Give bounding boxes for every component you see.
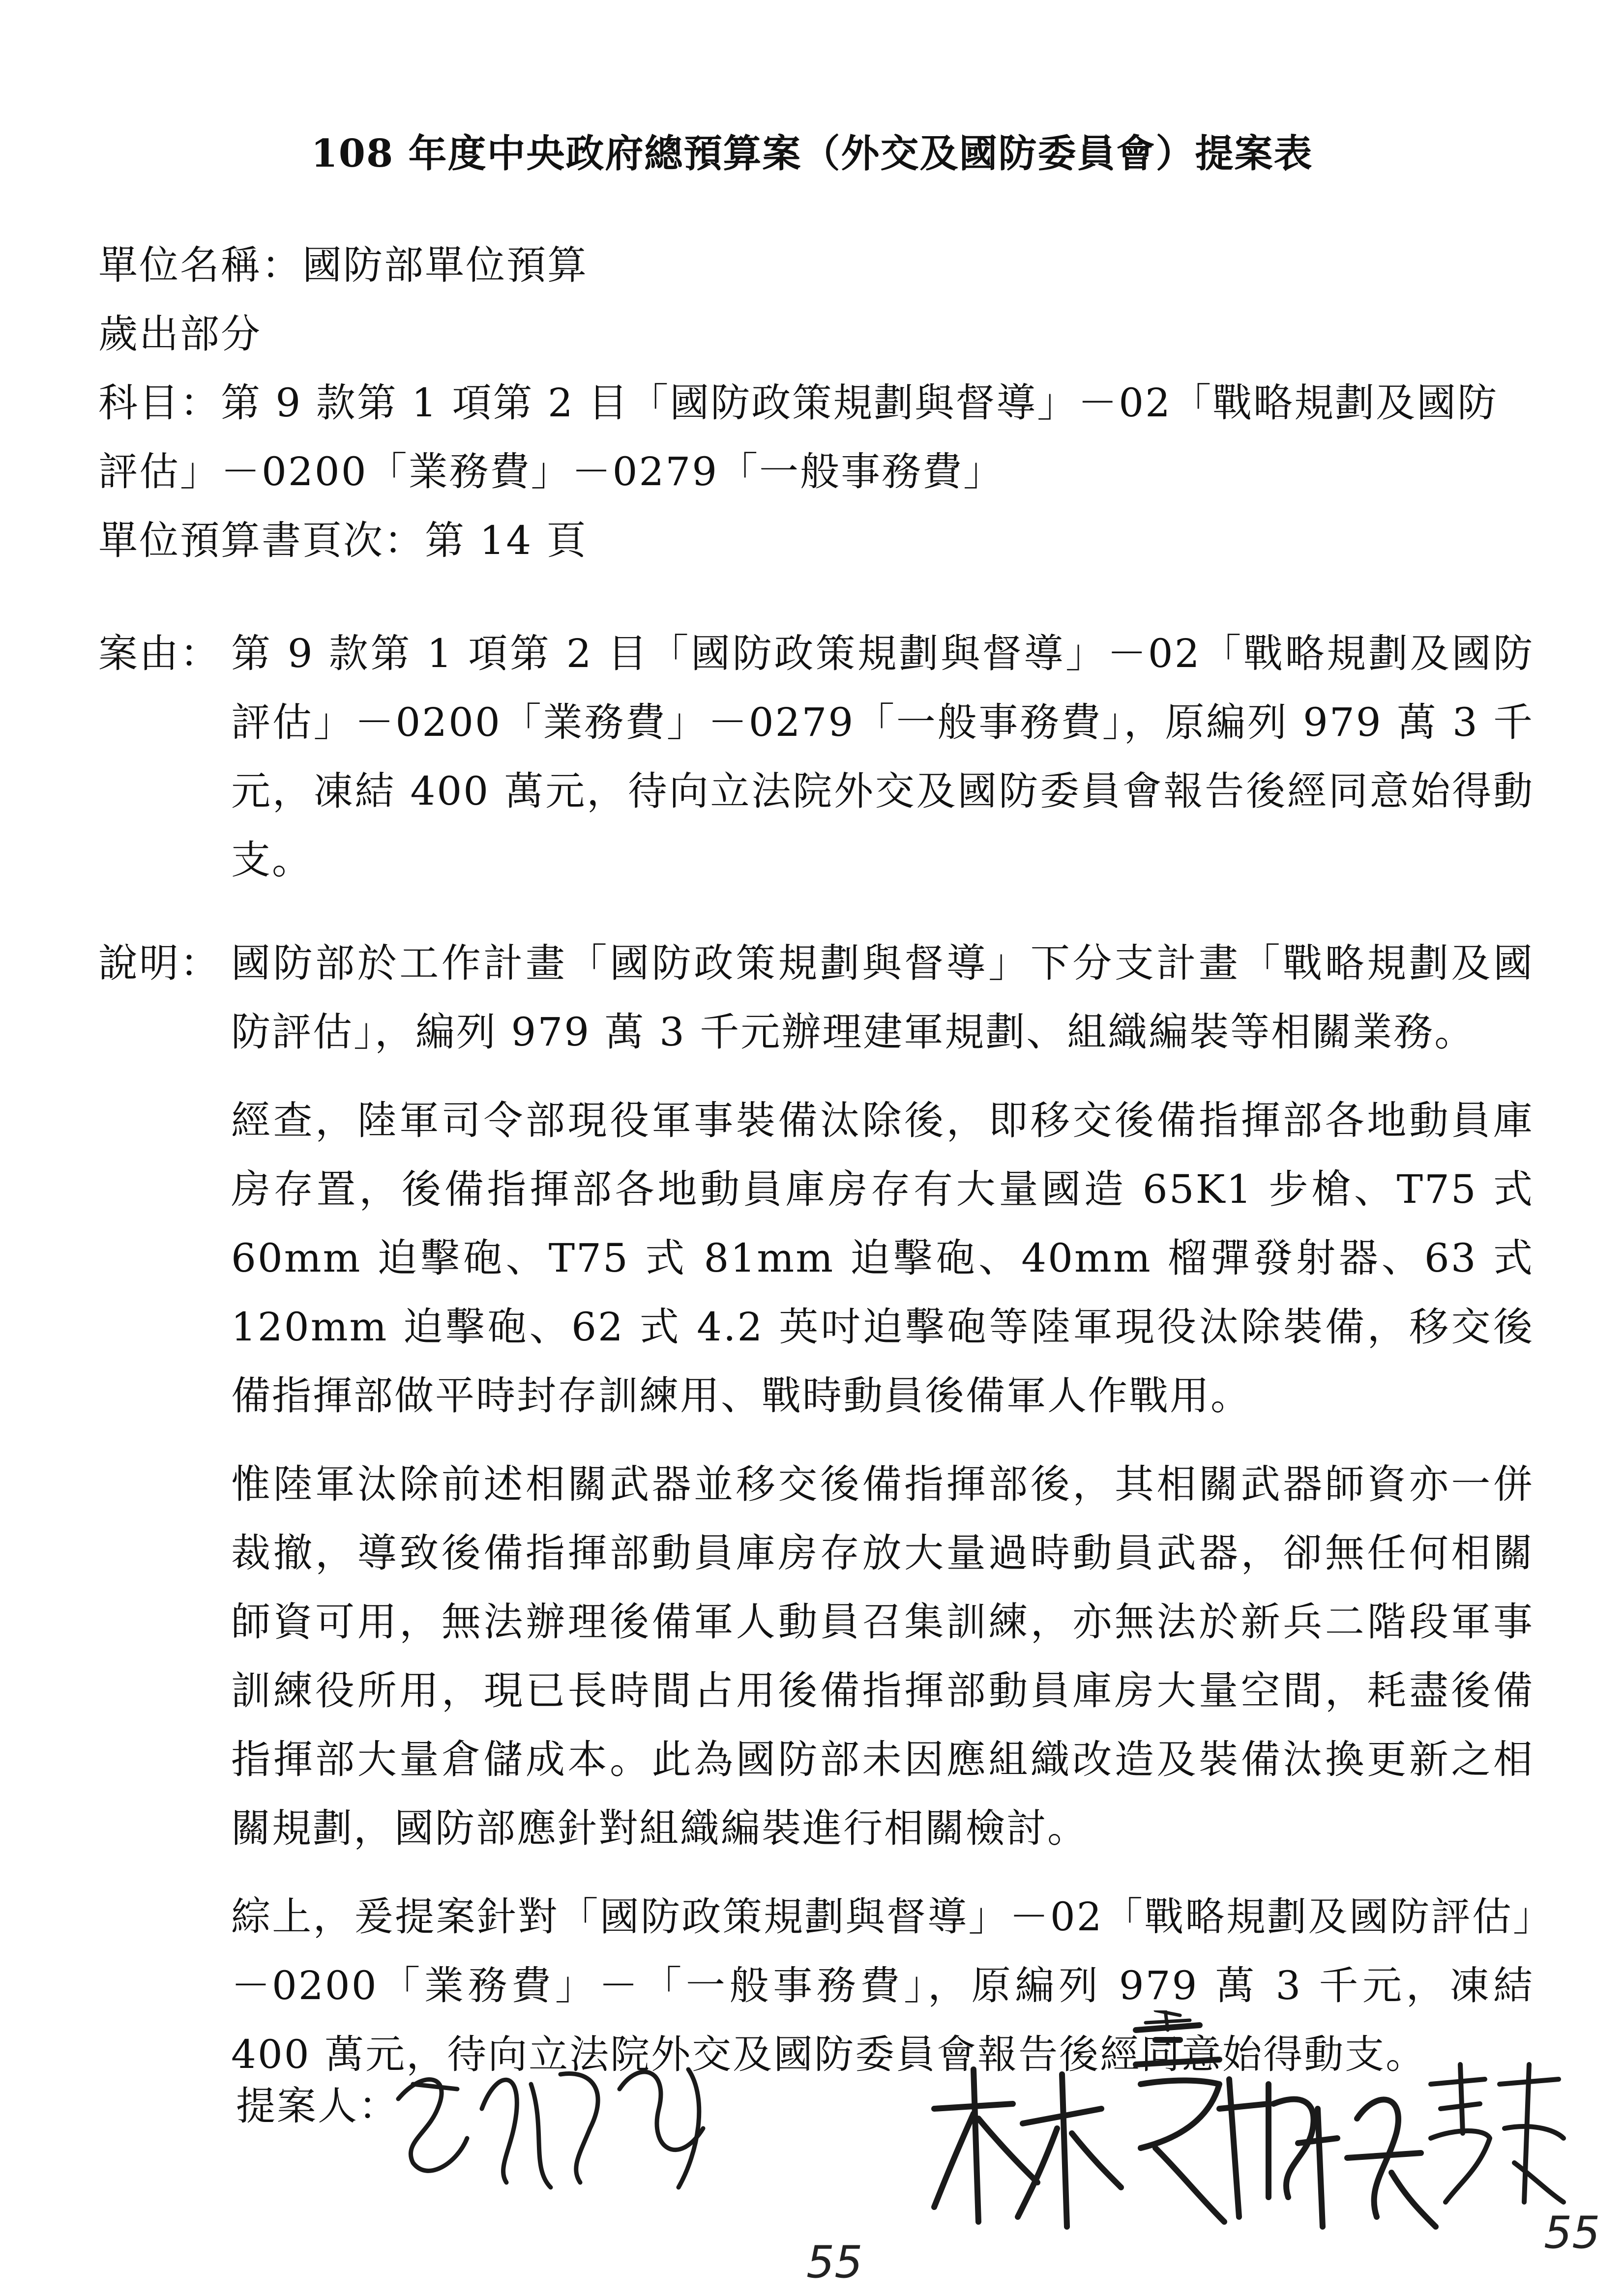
case-section [98,619,1534,895]
subject-line-1: 科目：第 9 款第 1 項第 2 目「國防政策規劃與督導」－02「戰略規劃及國防 [98,380,1499,426]
explanation-section [98,929,1534,1067]
category: 歲出部分 [98,311,262,357]
explanation-paragraph-1: 經查，陸軍司令部現役軍事裝備汰除後，即移交後備指揮部各地動員庫房存置，後備指揮部各地動員庫房存有大量國造 65K1 步槍、T75 式 60mm 迫擊砲、T75 式 81mm 迫擊砲、40mm 榴彈發射器、63 式 120mm 迫擊砲、62 式 4.2 英吋迫擊砲等陸軍現役汰除裝備，移交後備指揮部做平時封存訓練用、戰時動員後備軍人作戰用。 [231,1098,1534,1419]
handwritten-signature-2 [924,2010,1441,2241]
page-title: 108 年度中央政府總預算案（外交及國防委員會）提案表 [311,131,1313,176]
proposer-label: 提案人： [236,2083,399,2129]
case-text: 第 9 款第 1 項第 2 目「國防政策規劃與督導」－02「戰略規劃及國防評估」－0200「業務費」－0279「一般事務費」，原編列 979 萬 3 千元，凍結 400 萬元，待向立法院外交及國防委員會報告後經同意始得動支。 [231,631,1534,883]
unit-name: 單位名稱：國防部單位預算 [98,242,588,288]
document-meta [98,231,1534,575]
handwritten-signature-3 [1416,2055,1573,2212]
handwritten-signature-1 [384,2040,738,2197]
case-label: 案由： [98,631,221,676]
explanation-intro: 國防部於工作計畫「國防政策規劃與督導」下分支計畫「戰略規劃及國防評估」，編列 979 萬 3 千元辦理建軍規劃、組織編裝等相關業務。 [231,940,1534,1055]
page-reference: 單位預算書頁次：第 14 頁 [98,518,588,563]
explanation-paragraph-2: 惟陸軍汰除前述相關武器並移交後備指揮部後，其相關武器師資亦一併裁撤，導致後備指揮部動員庫房存放大量過時動員武器，卻無任何相關師資可用，無法辦理後備軍人動員召集訓練，亦無法於新兵二階段軍事訓練役所用，現已長時間占用後備指揮部動員庫房大量空間，耗盡後備指揮部大量倉儲成本。此為國防部未因應組織改造及裝備汰換更新之相關規劃，國防部應針對組織編裝進行相關檢討。 [231,1461,1534,1851]
explanation-label: 說明： [98,940,221,986]
page-number-center: 55 [806,2237,863,2288]
subject-line-2: 評估」－0200「業務費」－0279「一般事務費」 [98,449,1004,494]
page-number-right: 55 [1544,2207,1600,2259]
explanation-paragraph-3: 綜上，爰提案針對「國防政策規劃與督導」－02「戰略規劃及國防評估」－0200「業務費」－「一般事務費」，原編列 979 萬 3 千元，凍結 400 萬元，待向立法院外交及國防委員會報告後經同意始得動支。 [231,1894,1534,2077]
